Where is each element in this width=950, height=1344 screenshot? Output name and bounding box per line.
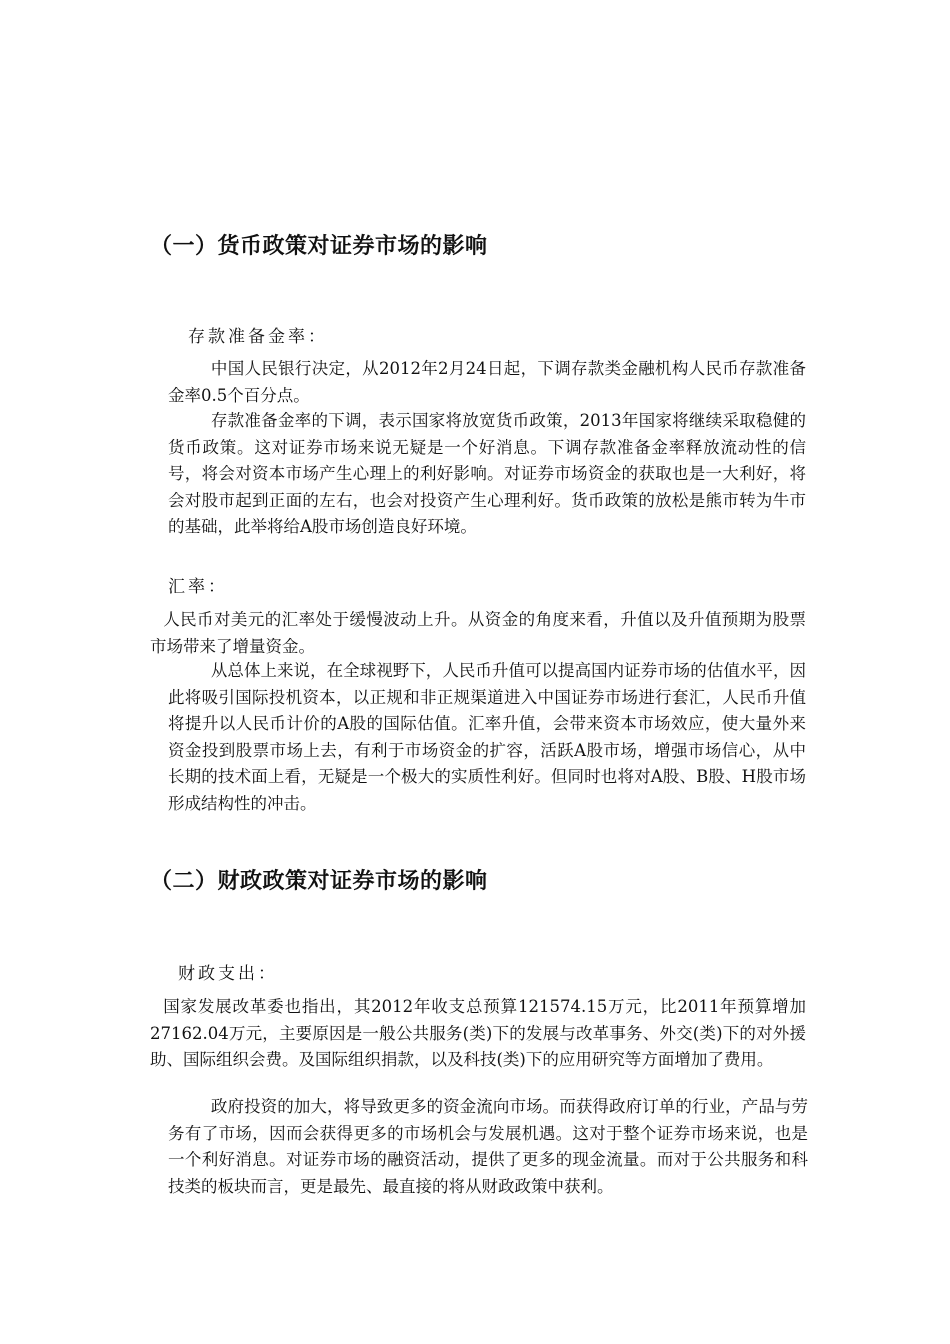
rrr-subheading: 存款准备金率：: [188, 327, 328, 347]
rrr-paragraph-2: 存款准备金率的下调，表示国家将放宽货币政策，2013年国家将继续采取稳健的货币政策。这对证券市场来说无疑是一个好消息。下调存款准备金率释放流动性的信号，将会对资本市场产生心理上的利好影响。对证券市场资金的获取也是一大利好，将会对股市起到正面的左右，也会对投资产生心理利好。货币政策的放松是熊市转为牛市的基础，此举将给A股市场创造良好环境。: [168, 411, 806, 536]
section-2-heading: （二）财政政策对证券市场的影响: [150, 869, 488, 894]
fx-paragraph-1: 人民币对美元的汇率处于缓慢波动上升。从资金的角度来看，升值以及升值预期为股票市场带来了增量资金。: [150, 610, 806, 656]
fx-subheading: 汇率：: [168, 577, 228, 597]
fx-paragraph-2: 从总体上来说，在全球视野下，人民币升值可以提高国内证券市场的估值水平，因此将吸引国际投机资本，以正规和非正规渠道进入中国证券市场进行套汇，人民币升值将提升以人民币计价的A股的国际估值。汇率升值，会带来资本市场效应，使大量外来资金投到股票市场上去，有利于市场资金的扩容，活跃A股市场，增强市场信心，从中长期的技术面上看，无疑是一个极大的实质性利好。但同时也将对A股、B股、H股市场形成结构性的冲击。: [168, 661, 806, 813]
section-1-heading: （一）货币政策对证券市场的影响: [150, 234, 488, 259]
spending-subheading: 财政支出：: [178, 964, 278, 984]
spending-paragraph-2: 政府投资的加大，将导致更多的资金流向市场。而获得政府订单的行业，产品与劳务有了市场，因而会获得更多的市场机会与发展机遇。这对于整个证券市场来说，也是一个利好消息。对证券市场的融资活动，提供了更多的现金流量。而对于公共服务和科技类的板块而言，更是最先、最直接的将从财政政策中获利。: [168, 1097, 808, 1196]
spending-paragraph-1: 国家发展改革委也指出，其2012年收支总预算121574.15万元，比2011年预算增加27162.04万元，主要原因是一般公共服务(类)下的发展与改革事务、外交(类)下的对外援助、国际组织会费。及国际组织捐款，以及科技(类)下的应用研究等方面增加了费用。: [150, 997, 806, 1069]
rrr-paragraph-1: 中国人民银行决定，从2012年2月24日起，下调存款类金融机构人民币存款准备金率0.5个百分点。: [168, 359, 806, 405]
